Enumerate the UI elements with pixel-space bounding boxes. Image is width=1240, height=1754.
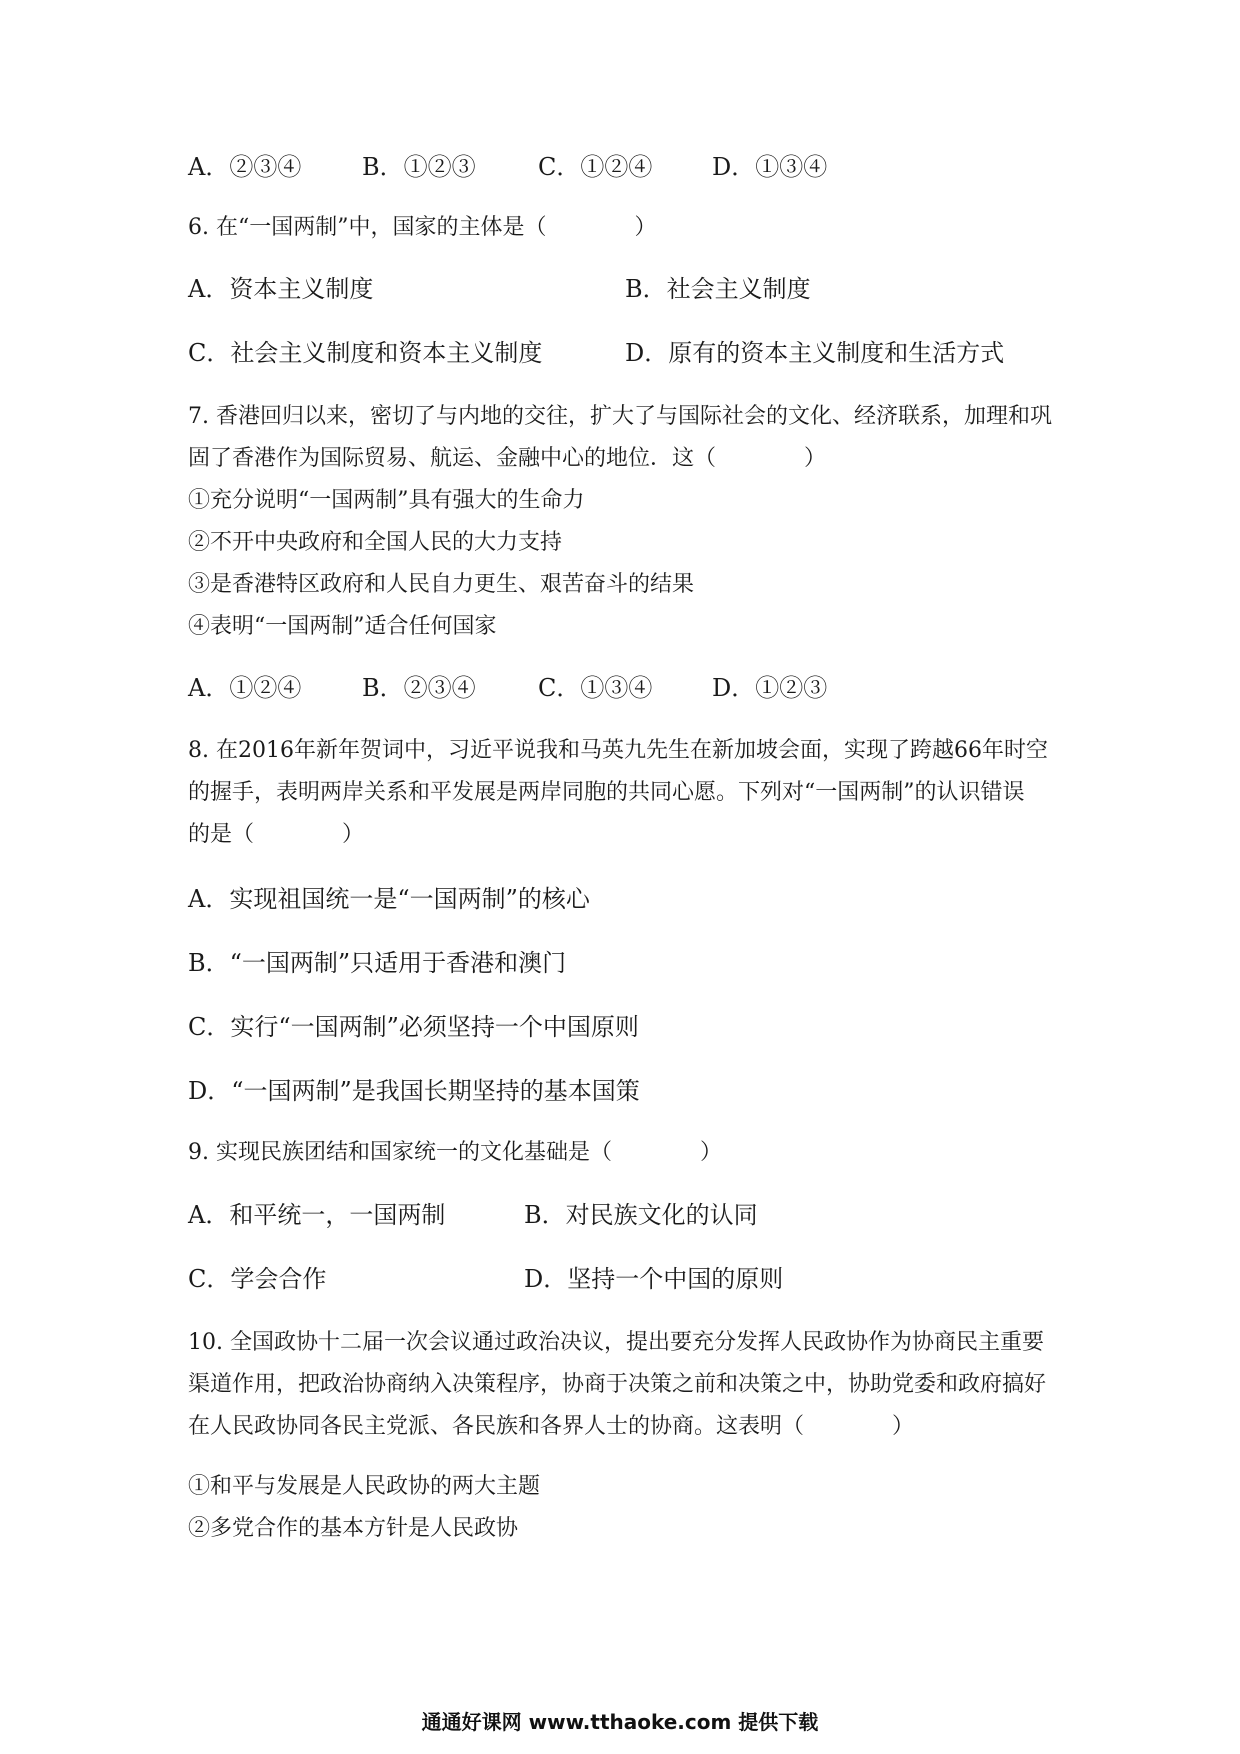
q8-option-d: D．“一国两制”是我国长期坚持的基本国策: [188, 1077, 640, 1105]
page-footer: 通通好课网 www.tthaoke.com 提供下载: [421, 1710, 819, 1734]
q8-option-a: A．实现祖国统一是“一国两制”的核心: [188, 885, 590, 913]
q5-option-c: C．①②④: [538, 153, 653, 181]
q6-option-c: C．社会主义制度和资本主义制度: [188, 339, 543, 367]
q8-stem-line-2: 的握手，表明两岸关系和平发展是两岸同胞的共同心愿。下列对“一国两制”的认识错误: [188, 780, 1025, 805]
q5-option-d: D．①③④: [712, 153, 828, 181]
q6-option-d: D．原有的资本主义制度和生活方式: [625, 339, 1005, 367]
q7-stem-line-2: 固了香港作为国际贸易、航运、金融中心的地位．这（ ）: [188, 446, 827, 471]
q7-option-b: B．②③④: [362, 674, 476, 702]
q7-option-d: D．①②③: [712, 674, 828, 702]
q9-stem: 9. 实现民族团结和国家统一的文化基础是（ ）: [188, 1140, 722, 1165]
q8-option-c: C．实行“一国两制”必须坚持一个中国原则: [188, 1013, 639, 1041]
q8-option-b: B．“一国两制”只适用于香港和澳门: [188, 949, 567, 977]
q10-stem-line-3: 在人民政协同各民主党派、各民族和各界人士的协商。这表明（ ）: [188, 1414, 915, 1439]
q7-statement-2: ②不开中央政府和全国人民的大力支持: [188, 530, 563, 555]
q9-option-a: A．和平统一，一国两制: [188, 1201, 446, 1229]
q7-statement-4: ④表明“一国两制”适合任何国家: [188, 614, 497, 639]
q7-statement-3: ③是香港特区政府和人民自力更生、艰苦奋斗的结果: [188, 572, 695, 597]
q5-option-b: B．①②③: [362, 153, 476, 181]
q10-statement-2: ②多党合作的基本方针是人民政协: [188, 1516, 519, 1541]
q7-option-a: A．①②④: [188, 674, 302, 702]
q5-option-a: A．②③④: [188, 153, 302, 181]
q7-option-c: C．①③④: [538, 674, 653, 702]
q6-stem: 6. 在“一国两制”中，国家的主体是（ ）: [188, 215, 657, 240]
q10-stem-line-2: 渠道作用，把政治协商纳入决策程序，协商于决策之前和决策之中，协助党委和政府搞好: [188, 1372, 1047, 1397]
q7-stem-line-1: 7. 香港回归以来，密切了与内地的交往，扩大了与国际社会的文化、经济联系，加理和巩: [188, 404, 1052, 429]
q8-stem-line-3: 的是（ ）: [188, 822, 365, 847]
q9-option-b: B．对民族文化的认同: [524, 1201, 758, 1229]
q8-stem-line-1: 8. 在2016年新年贺词中，习近平说我和马英九先生在新加坡会面，实现了跨越66年时空: [188, 738, 1048, 763]
q9-option-c: C．学会合作: [188, 1265, 327, 1293]
q6-option-b: B．社会主义制度: [625, 275, 811, 303]
q7-statement-1: ①充分说明“一国两制”具有强大的生命力: [188, 488, 585, 513]
q10-stem-line-1: 10. 全国政协十二届一次会议通过政治决议，提出要充分发挥人民政协作为协商民主重要: [188, 1330, 1044, 1355]
q9-option-d: D．坚持一个中国的原则: [524, 1265, 784, 1293]
q6-option-a: A．资本主义制度: [188, 275, 374, 303]
q10-statement-1: ①和平与发展是人民政协的两大主题: [188, 1474, 541, 1499]
